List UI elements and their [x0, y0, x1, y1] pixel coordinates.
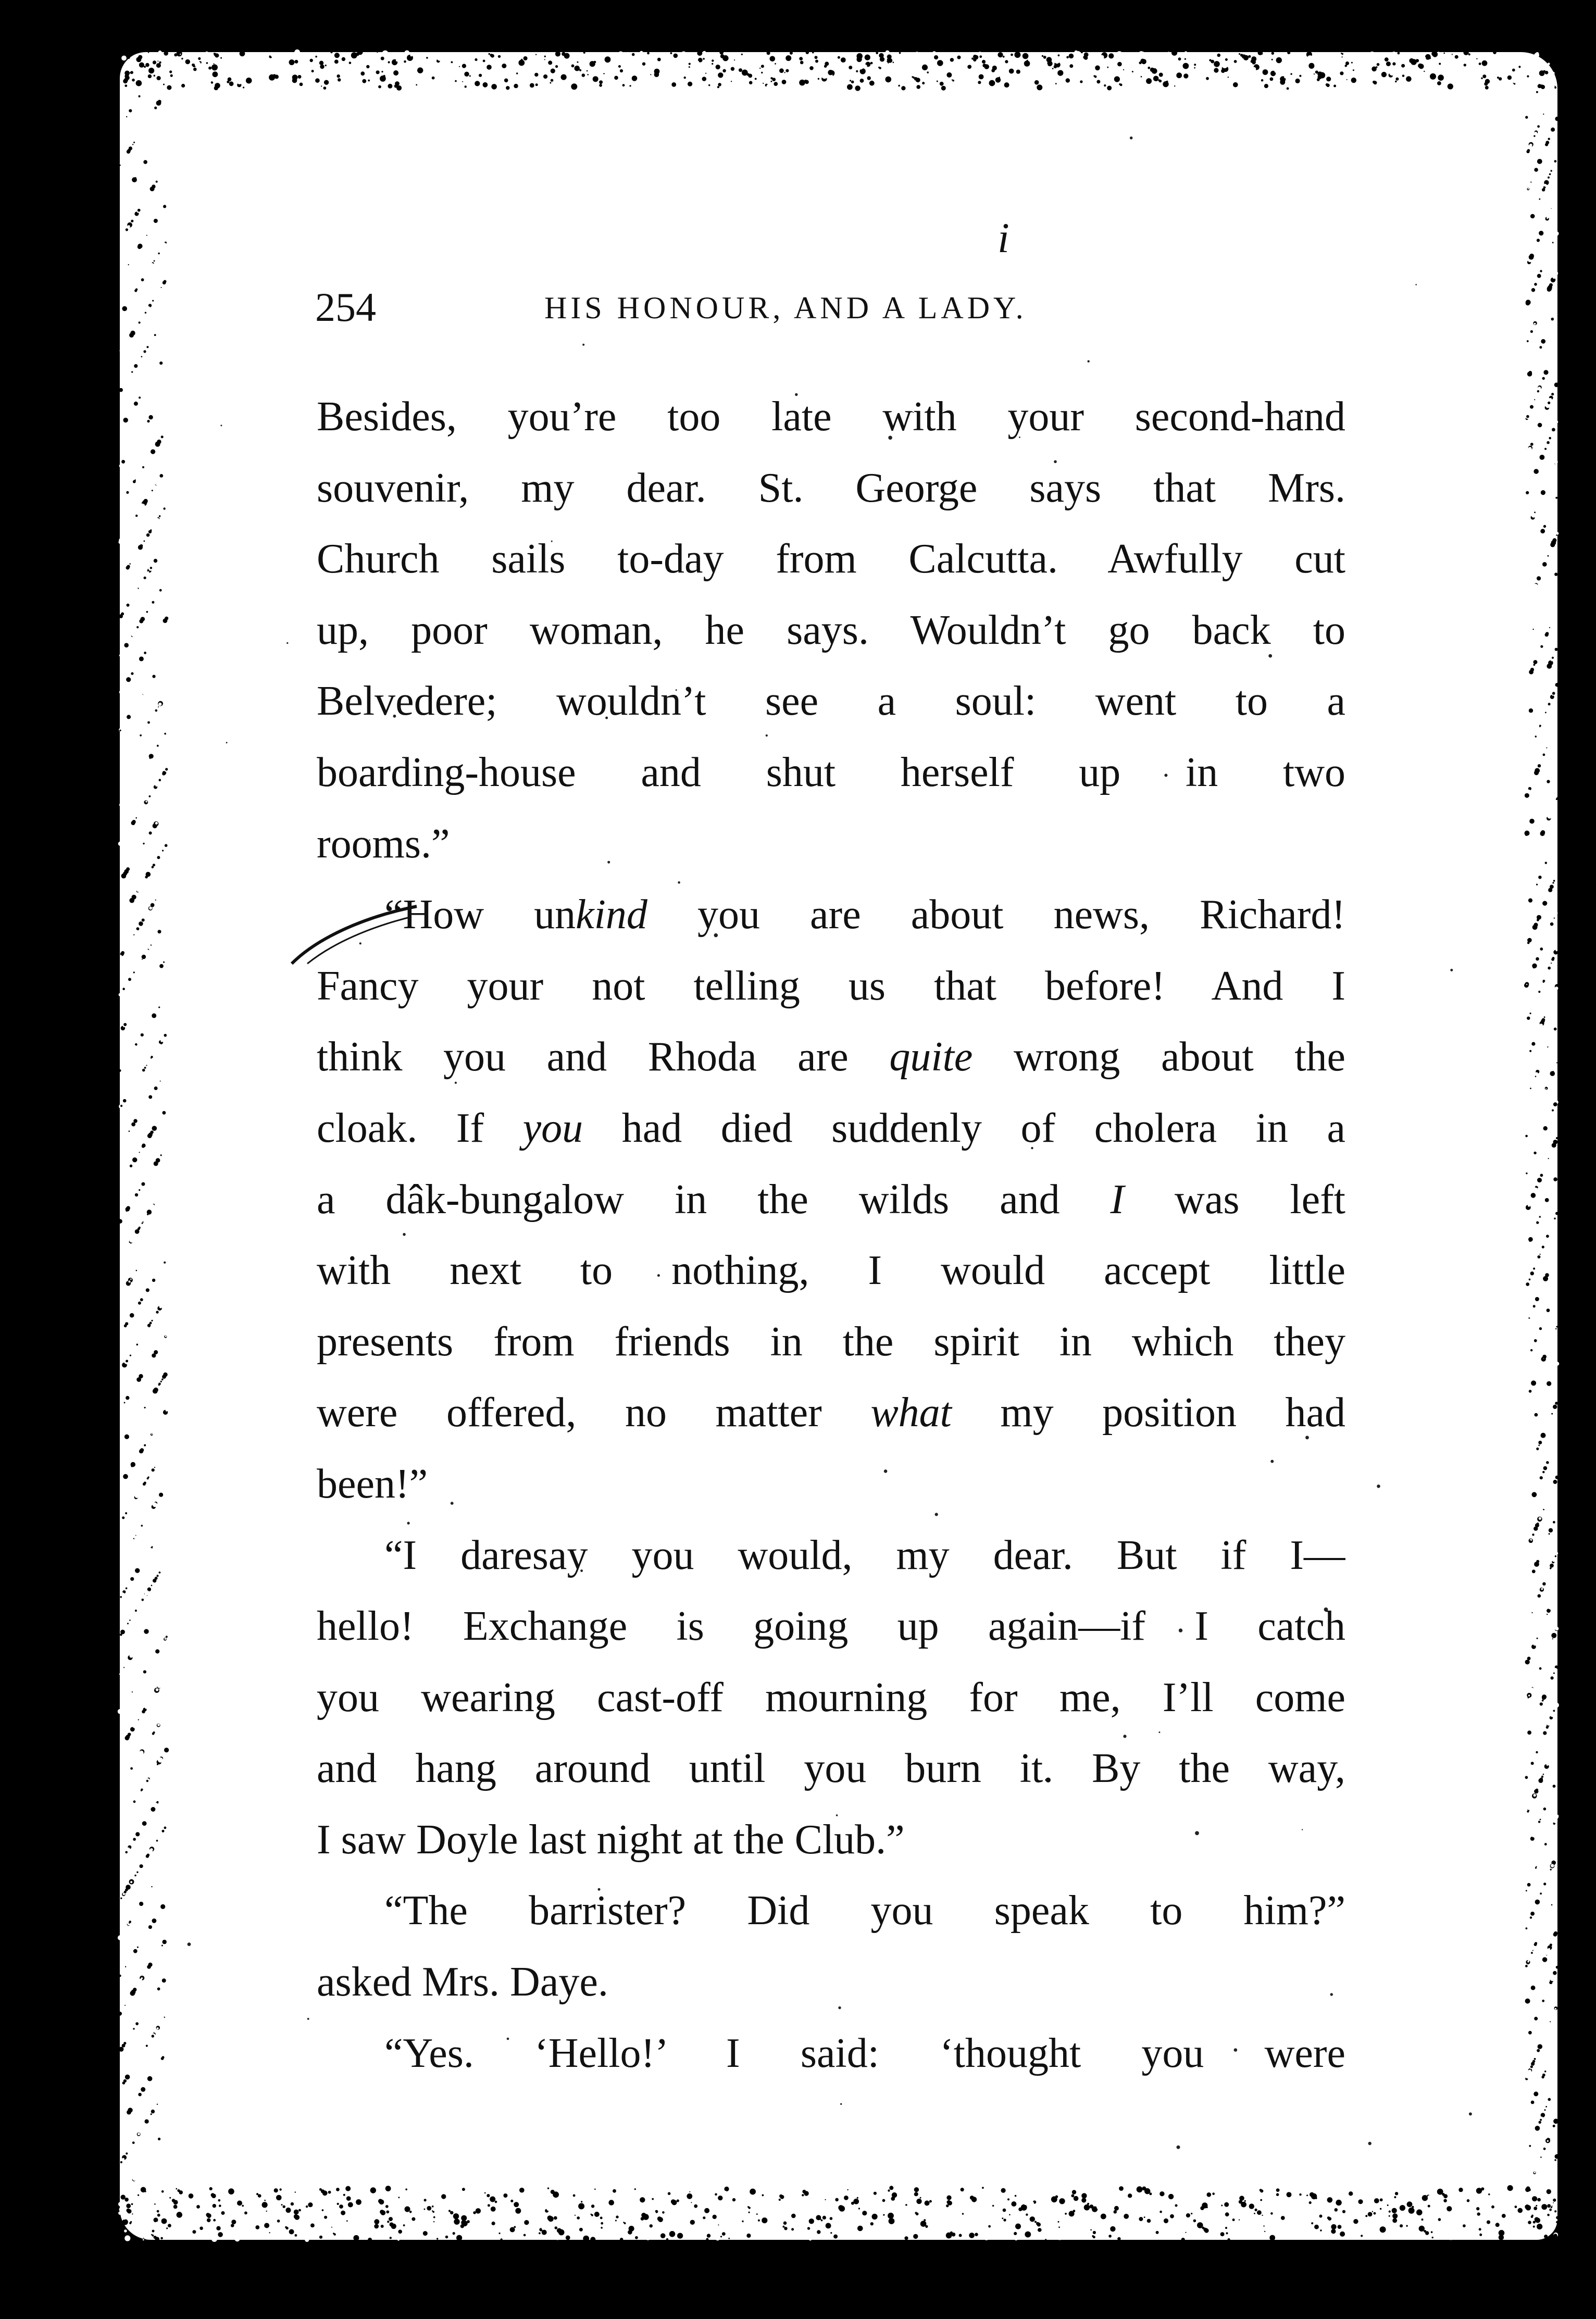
text-line: [317, 1164, 1345, 1236]
text-segment: with next to nothing, I would accept little: [317, 1248, 1345, 1294]
italic-text: I: [1110, 1176, 1125, 1223]
italic-text: quite: [889, 1034, 973, 1080]
text-line: [317, 1875, 1345, 1947]
text-line: [317, 1093, 1345, 1164]
text-line: [317, 951, 1345, 1022]
text-segment: “The barrister? Did you speak to him?”: [384, 1888, 1345, 1934]
text-segment: my position had: [951, 1390, 1345, 1436]
text-segment: been!”: [317, 1461, 428, 1507]
text-segment: “How un: [384, 892, 576, 938]
text-segment: you are about news, Richard!: [647, 892, 1345, 938]
text-line: [317, 737, 1345, 808]
running-head: [315, 284, 1357, 346]
text-line: [317, 1377, 1345, 1449]
text-line: [317, 1662, 1345, 1734]
italic-text: what: [870, 1390, 952, 1436]
running-title: HIS HONOUR, AND A LADY.: [544, 291, 1027, 325]
text-segment: Besides, you’re too late with your second-hand: [317, 394, 1345, 440]
text-segment: a dâk-bungalow in the wilds and: [317, 1176, 1111, 1223]
text-segment: Fancy your not telling us that before! And I: [317, 963, 1345, 1009]
text-segment: cloak. If: [317, 1105, 523, 1151]
text-segment: Church sails to-day from Calcutta. Awfully cut: [317, 536, 1345, 582]
text-segment: boarding-house and shut herself up in two: [317, 749, 1345, 795]
text-line: [317, 666, 1345, 737]
text-line: [317, 1021, 1345, 1093]
text-segment: presents from friends in the spirit in which they: [317, 1318, 1345, 1365]
text-line: [317, 1804, 1345, 1876]
text-segment: souvenir, my dear. St. George says that Mrs.: [317, 465, 1345, 511]
text-segment: Belvedere; wouldn’t see a soul: went to a: [317, 678, 1345, 725]
text-line: [317, 1520, 1345, 1591]
text-segment: wrong about the: [972, 1034, 1345, 1080]
text-segment: you wearing cast-off mourning for me, I’ll come: [317, 1674, 1345, 1720]
text-line: [317, 1449, 1345, 1520]
text-segment: I saw Doyle last night at the Club.”: [317, 1816, 905, 1863]
text-line: [317, 1733, 1345, 1804]
text-line: [317, 1306, 1345, 1378]
text-line: [317, 1235, 1345, 1306]
text-segment: rooms.”: [317, 820, 450, 867]
text-line: [317, 808, 1345, 880]
stray-mark: i: [998, 214, 1009, 261]
text-segment: “I daresay you would, my dear. But if I—: [384, 1532, 1345, 1578]
text-line: [317, 879, 1345, 951]
text-line: [317, 2018, 1345, 2089]
text-line: [317, 453, 1345, 524]
text-line: [317, 1591, 1345, 1662]
page-number: 254: [315, 284, 376, 330]
text-segment: “Yes. ‘Hello!’ I said: ‘thought you were: [384, 2030, 1345, 2076]
text-segment: were offered, no matter: [317, 1390, 871, 1436]
text-segment: asked Mrs. Daye.: [317, 1959, 608, 2005]
text-segment: hello! Exchange is going up again—if I catch: [317, 1603, 1345, 1650]
text-segment: think you and Rhoda are: [317, 1034, 890, 1080]
text-segment: was left: [1124, 1176, 1345, 1223]
text-line: [317, 523, 1345, 595]
text-line: [317, 381, 1345, 453]
body-text: [317, 381, 1345, 2089]
text-line: [317, 1947, 1345, 2018]
text-segment: up, poor woman, he says. Wouldn’t go back to: [317, 607, 1345, 653]
text-segment: had died suddenly of cholera in a: [583, 1105, 1345, 1151]
text-line: [317, 595, 1345, 666]
italic-text: kind: [576, 892, 647, 938]
italic-text: you: [522, 1105, 583, 1151]
text-segment: and hang around until you burn it. By the way,: [317, 1746, 1345, 1792]
